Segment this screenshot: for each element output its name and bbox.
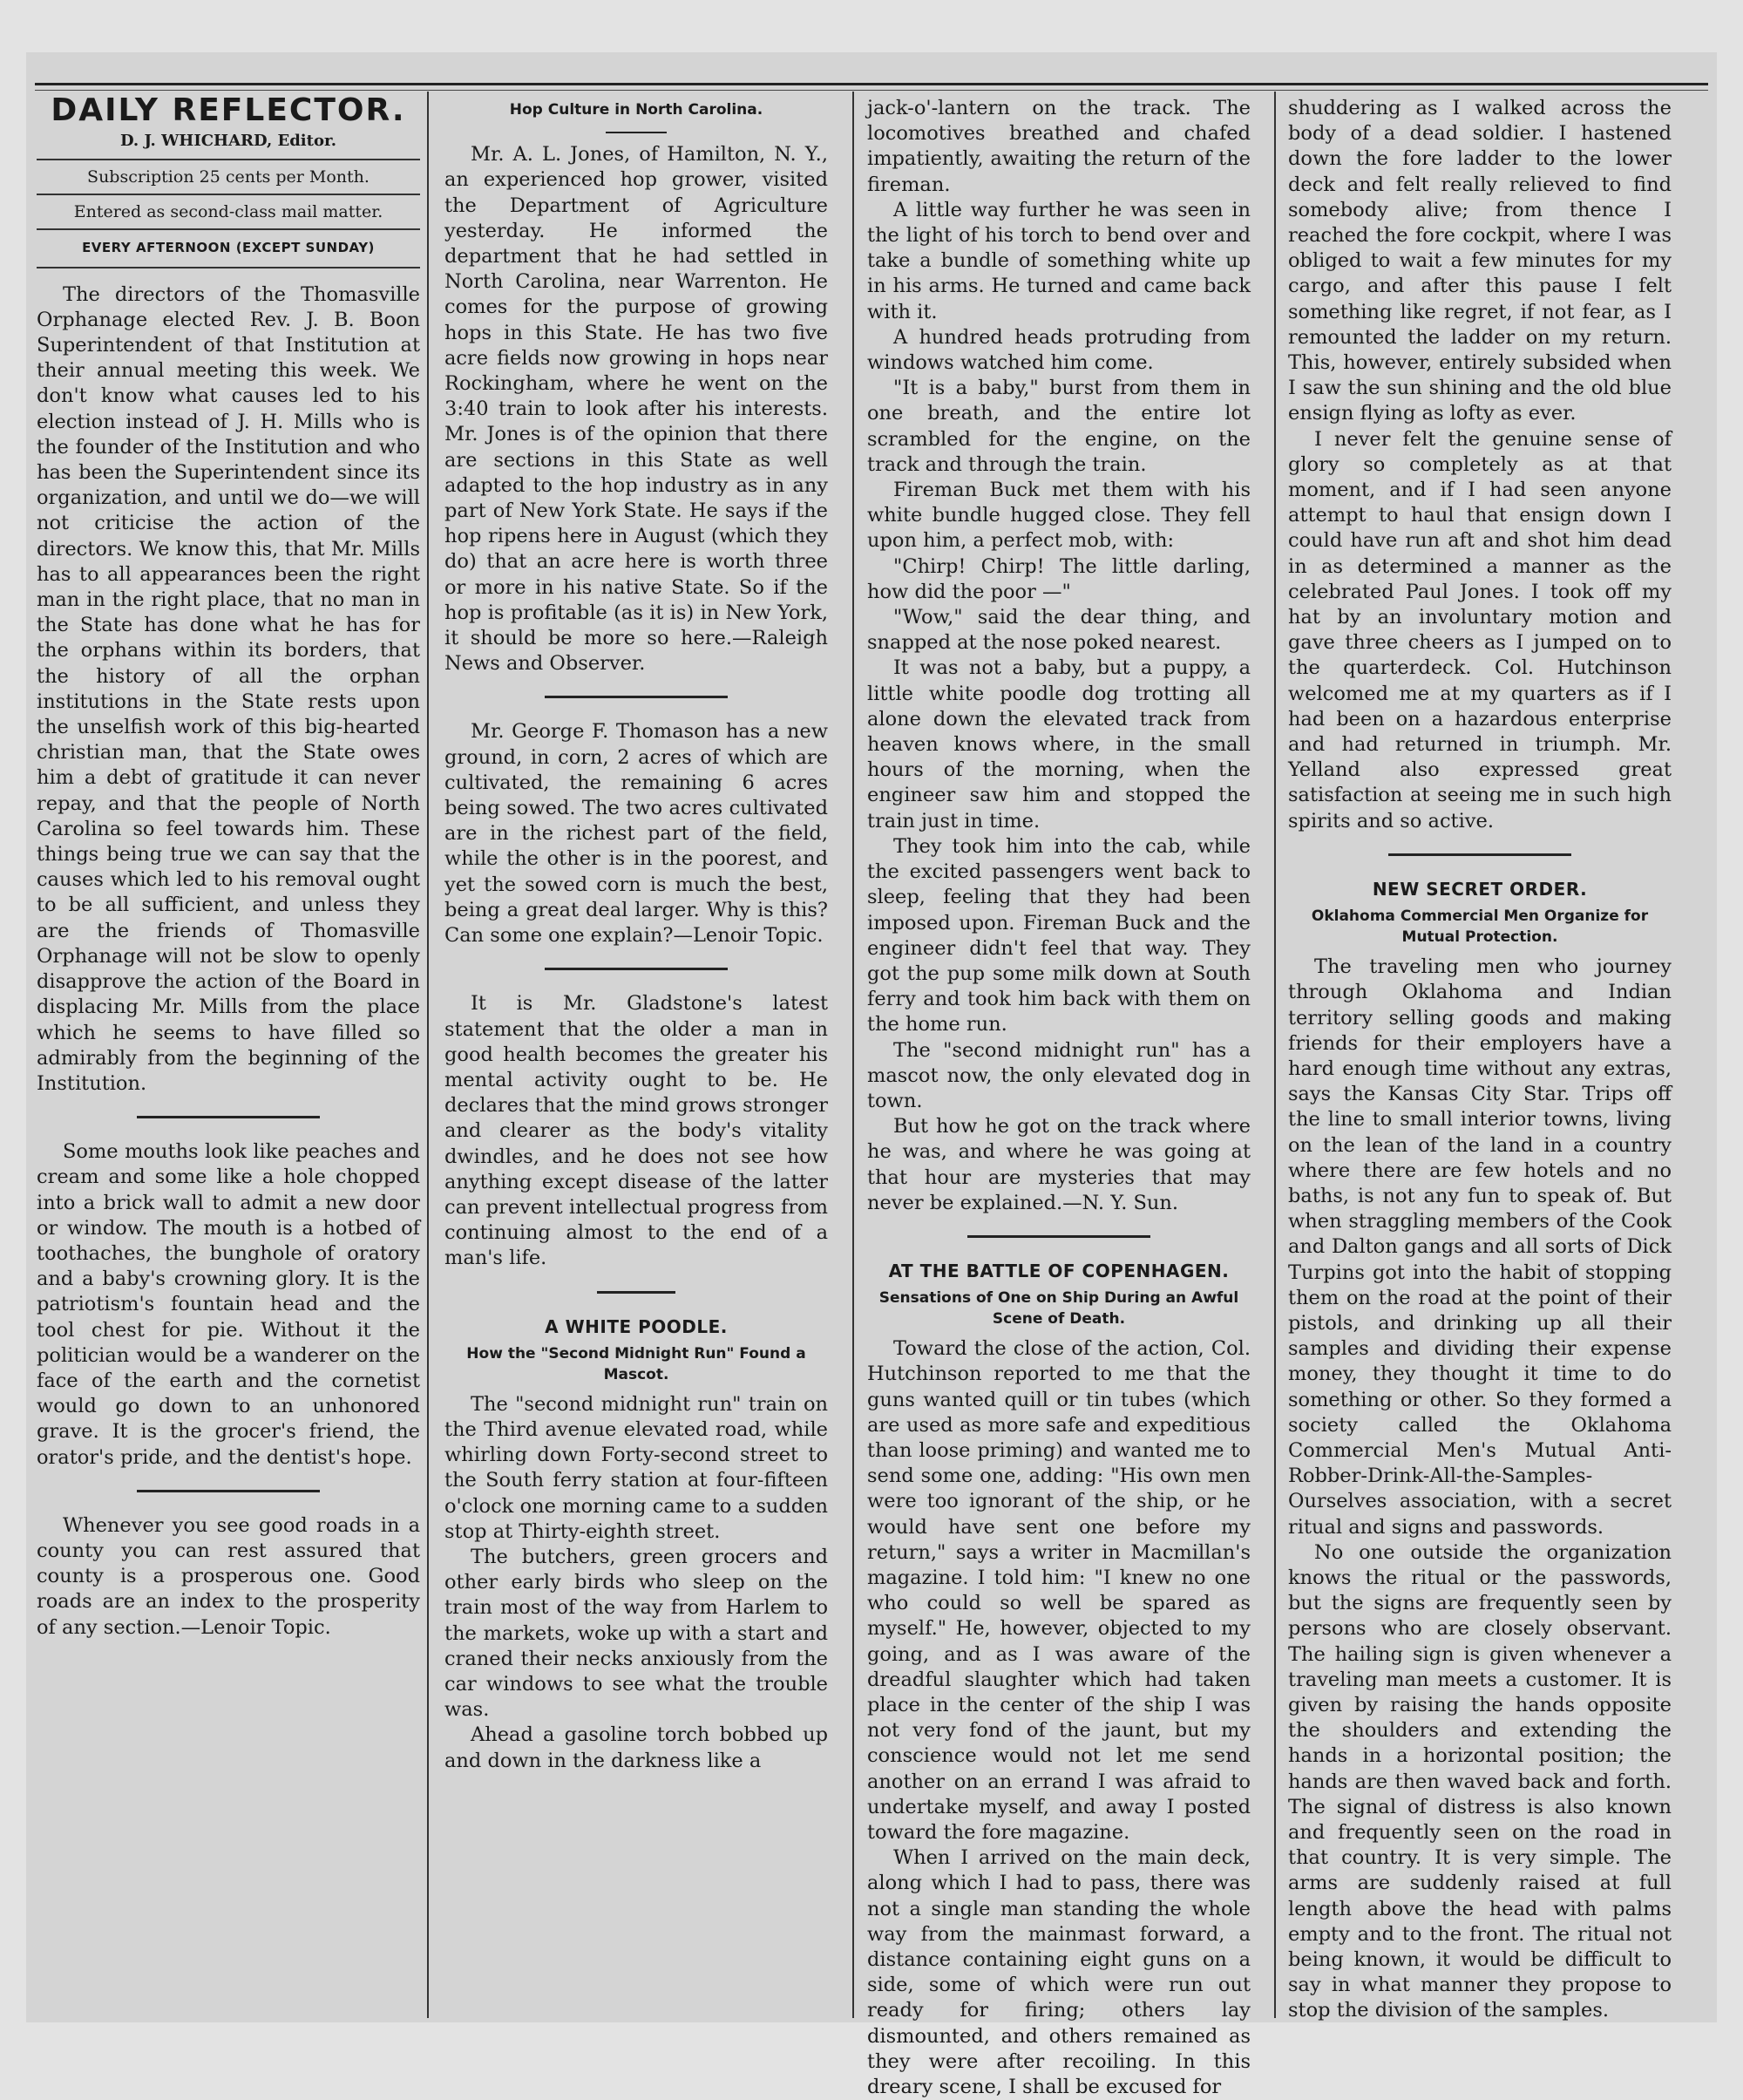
separator-rule xyxy=(545,696,728,698)
article-poodle-p9: "Chirp! Chirp! The little darling, how did the poor —" xyxy=(867,554,1251,603)
masthead-title: DAILY REFLECTOR. xyxy=(51,92,406,128)
article-copenhagen-p4: I never felt the genuine sense of glory so completely as at that moment, and if I had seen anyone attempt to haul that ensign down I could have run aft and shot him dead in as determined a manner as the celebrated Paul Jones. I took off my hat by an involuntary motion and gave three cheers as I jumped on to the quarterdeck. Col. Hutchinson welcomed me at my quarters as if I had been on a hazardous enterprise and had returned in triumph. Mr. Yelland also expressed great satisfaction at seeing me in such high spirits and so active. xyxy=(1288,427,1672,833)
masthead-schedule: EVERY AFTERNOON (EXCEPT SUNDAY) xyxy=(82,240,375,256)
column-1 xyxy=(37,92,420,2014)
article-poodle-p10: "Wow," said the dear thing, and snapped at the nose poked nearest. xyxy=(867,606,1251,655)
article-copenhagen-p2: When I arrived on the main deck, along which I had to pass, there was not a single man standing the whole way from the mainmast forward, a distance containing eight guns on a side, some of which were run out ready for firing; others lay dismounted, and others remained as they were after recoiling. In this dreary scene, I shall be excused for xyxy=(867,1846,1251,2099)
article-orphanage: The directors of the Thomasville Orphanage elected Rev. J. B. Boon Superintendent of that Institution at their annual meeting this week. We don't know what causes led to his election instead of J. H. Mills who is the founder of the Institution and who has been the Superintendent since its organization, and until we do—we will not criticise the action of the directors. We know this, that Mr. Mills has to all appearances been the right man in the right place, that no man in the State has done what he has for the orphans within its borders, that the history of all the orphan institutions in the State rests upon the unselfish work of this big-hearted christian man, that the State owes him a debt of gratitude it can never repay, and that the people of North Carolina so feel towards him. These things being true we can say that the causes which led to his removal ought to be all sufficient, and unless they are the friends of Thomasville Orphanage will not be slow to openly disapprove the action of the Board in displacing Mr. Mills from the place which he seems to have filled so admirably from the beginning of the Institution. xyxy=(37,282,420,1095)
separator-rule xyxy=(1388,853,1571,856)
separator-rule xyxy=(967,1235,1150,1238)
top-rule-thin xyxy=(35,90,1708,91)
article-poodle-p1: The "second midnight run" train on the Third avenue elevated road, while whirling down Forty-second street to the South ferry station at four-fifteen o'clock one morning came to a sudden stop at Thirty-eighth street. xyxy=(444,1392,828,1543)
headline-copenhagen: AT THE BATTLE OF COPENHAGEN. xyxy=(888,1260,1230,1281)
headline-hop-culture: Hop Culture in North Carolina. xyxy=(509,101,763,119)
article-mouths: Some mouths look like peaches and cream and some like a hole chopped into a brick wall to admit a new door or window. The mouth is a hotbed of toothaches, the bunghole of oratory and a baby's crowning glory. It is the patriotism's fountain head and the tool chest for pie. Without it the politician would be a wanderer on the face of the earth and the cornetist would go down to an unhonored grave. It is the grocer's friend, the orator's pride, and the dentist's hope. xyxy=(37,1140,420,1469)
article-poodle-p11: It was not a baby, but a puppy, a little white poodle dog trotting all alone down the elevated track from heaven knows where, in the small hours of the morning, when the engineer saw him and stopped the train just in time. xyxy=(867,656,1251,833)
article-secret-order-p1: The traveling men who journey through Oklahoma and Indian territory selling goods and making friends for their employers have a hard enough time without any extras, says the Kansas City Star. Trips off the line to small interior towns, living on the lean of the land in a country where there are few hotels and no baths, is not any fun to speak of. But when straggling members of the Cook and Dalton gangs and all sorts of Dick Turpins got into the habit of stopping them on the road at the point of their pistols, and drinking up all their samples and dividing their expense money, they thought it time to do something or other. So they formed a society called the Oklahoma Commercial Men's Mutual Anti-Robber-Drink-All-the-Samples-Ourselves association, with a secret ritual and signs and passwords. xyxy=(1288,955,1672,1539)
article-gladstone: It is Mr. Gladstone's latest statement that the older a man in good health becomes the greater his mental activity ought to be. He declares that the mind grows stronger and clearer as the body's vitality dwindles, and he does not see how anything except disease of the latter can prevent intellectual progress from continuing almost to the end of a man's life. xyxy=(444,992,828,1270)
article-poodle-p12: They took him into the cab, while the excited passengers went back to sleep, feeling that they had been imposed upon. Fireman Buck and the engineer didn't feel that way. They got the pup some milk down at South ferry and took him back with them on the home run. xyxy=(867,834,1251,1036)
column-3 xyxy=(867,96,1251,2099)
masthead-editor: D. J. WHICHARD, Editor. xyxy=(119,132,337,151)
article-poodle-p3: Ahead a gasoline torch bobbed up and down in the darkness like a xyxy=(444,1723,828,1772)
separator-rule xyxy=(545,968,728,970)
separator-rule xyxy=(137,1490,320,1492)
article-poodle-p4: jack-o'-lantern on the track. The locomotives breathed and chafed impatiently, awaiting the return of the fireman. xyxy=(867,97,1251,196)
separator-rule xyxy=(137,1116,320,1118)
article-good-roads: Whenever you see good roads in a county you can rest assured that county is a prosperous one. Good roads are an index to the prosperity of any section.—Lenoir Topic. xyxy=(37,1513,420,1639)
article-poodle-p14: But how he got on the track where he was, and where he was going at that hour are mysteries that may never be explained.—N. Y. Sun. xyxy=(867,1115,1251,1214)
article-poodle-p8: Fireman Buck met them with his white bundle hugged close. They fell upon him, a perfect mob, with: xyxy=(867,479,1251,553)
column-4 xyxy=(1288,96,1672,2022)
headline-white-poodle: A WHITE POODLE. xyxy=(545,1315,728,1337)
article-secret-order-p2: No one outside the organization knows the ritual or the passwords, but the signs are frequently seen by persons who are closely observant. The hailing sign is given whenever a traveling man meets a customer. It is given by raising the hands opposite the shoulders and extending the hands in a horizontal position; the hands are then waved back and forth. The signal of distress is also known and frequently seen on the road in that country. It is very simple. The arms are suddenly raised at full length above the head with palms empty and to the front. The ritual not being known, it would be difficult to say in what manner they propose to stop the division of the samples. xyxy=(1288,1540,1672,2022)
article-poodle-p2: The butchers, green grocers and other early birds who sleep on the train most of the way from Harlem to the markets, woke up with a start and craned their necks anxiously from the car windows to see what the trouble was. xyxy=(444,1545,828,1722)
column-rule xyxy=(1274,92,1276,2018)
article-poodle-p5: A little way further he was seen in the light of his torch to bend over and take a bundle of something white up in his arms. He turned and came back with it. xyxy=(867,198,1251,323)
article-hop-culture: Mr. A. L. Jones, of Hamilton, N. Y., an experienced hop grower, visited the Department of Agriculture yesterday. He informed the department that he had settled in North Carolina, near Warrenton. He comes for the purpose of growing hops in this State. He has two five acre fields now growing in hops near Rockingham, where he went on the 3:40 train to look after his interests. Mr. Jones is of the opinion that there are sections in this State as well adapted to the hop industry as in any part of New York State. He says if the hop ripens here in August (which they do) that an acre here is worth three or more in his native State. So if the hop is profitable (as it is) in New York, it should be more so here.—Raleigh News and Observer. xyxy=(444,143,828,676)
masthead-entered: Entered as second-class mail matter. xyxy=(73,202,383,222)
separator-rule xyxy=(597,1291,675,1294)
headline-secret-order: NEW SECRET ORDER. xyxy=(1372,878,1588,900)
subhead-secret-order: Oklahoma Commercial Men Organize for Mutual Protection. xyxy=(1311,907,1649,947)
article-poodle-p13: The "second midnight run" has a mascot now, the only elevated dog in town. xyxy=(867,1038,1251,1112)
subhead-copenhagen: Sensations of One on Ship During an Awful Scene of Death. xyxy=(878,1289,1239,1329)
article-poodle-p6: A hundred heads protruding from windows watched him come. xyxy=(867,325,1251,375)
article-copenhagen-p3: shuddering as I walked across the body of a dead soldier. I hastened down the fore ladder to the lower deck and felt really relieved to find somebody alive; from thence I reached the fore cockpit, where I was obliged to wait a few minutes for my cargo, and after this pause I felt something like regret, if not fear, as I remounted the ladder on my return. This, however, entirely subsided when I saw the sun shining and the old blue ensign flying as lofty as ever. xyxy=(1288,97,1672,425)
column-rule xyxy=(427,92,429,2018)
article-poodle-p7: "It is a baby," burst from them in one breath, and the entire lot scrambled for the engine, on the track and through the train. xyxy=(867,377,1251,476)
column-2 xyxy=(444,96,828,2014)
top-rule xyxy=(35,83,1708,85)
masthead-subscription: Subscription 25 cents per Month. xyxy=(87,167,370,187)
column-rule xyxy=(852,92,854,2018)
article-thomason: Mr. George F. Thomason has a new ground, in corn, 2 acres of which are cultivated, the remaining 6 acres being sowed. The two acres cultivated are in the richest part of the field, while the other is in the poorest, and yet the sowed corn is much the best, being a great deal larger. Why is this? Can some one explain?—Lenoir Topic. xyxy=(444,720,828,948)
subhead-white-poodle: How the "Second Midnight Run" Found a Mascot. xyxy=(466,1344,806,1383)
article-copenhagen-p1: Toward the close of the action, Col. Hutchinson reported to me that the guns wanted quill or tin tubes (which are used as more safe and expeditious than loose priming) and wanted me to send some one, adding: "His own men were too ignorant of the ship, or he would have sent one before my return," says a writer in Macmillan's magazine. I told him: "I knew no one who could so well be spared as myself." He, however, objected to my going, and as I was aware of the dreadful slaughter which had taken place in the center of the ship I was not very fond of the jaunt, but my conscience would not let me send another on an errand I was afraid to undertake myself, and away I posted toward the fore magazine. xyxy=(867,1337,1251,1844)
